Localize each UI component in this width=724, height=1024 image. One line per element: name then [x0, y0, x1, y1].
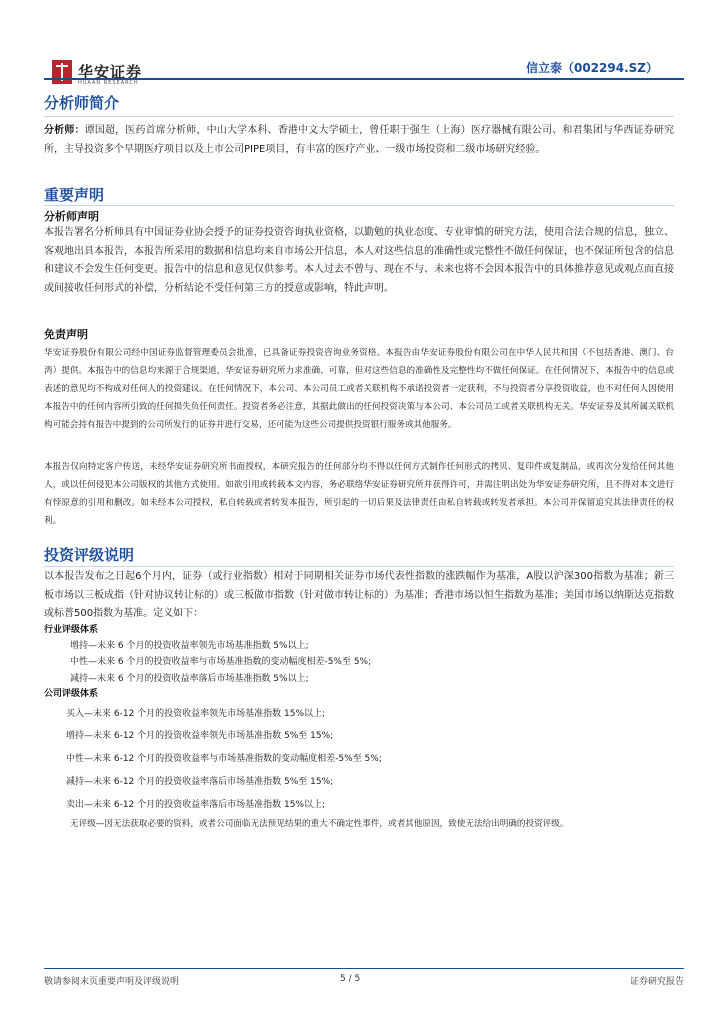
company-rating-item: 增持—未来 6-12 个月的投资收益率领先市场基准指数 5%至 15%; — [66, 731, 334, 741]
analyst-bio: 谭国超，医药首席分析师，中山大学本科、香港中文大学硕士，曾任职于强生（上海）医疗器械有限公司、和君集团与华西证券研究所，主导投资多个早期医疗项目以及上市公司PIPE项目，有丰富的医疗产业、一级市场投资和二级市场研究经验。 — [44, 125, 674, 155]
industry-rating-item: 增持—未来 6 个月的投资收益率领先市场基准指数 5%以上; — [70, 641, 309, 651]
company-rating-item: 卖出—未来 6-12 个月的投资收益率落后市场基准指数 15%以上; — [66, 800, 326, 810]
company-rating-heading: 公司评级体系 — [44, 689, 99, 699]
company-logo — [52, 60, 172, 88]
disclaimer-paragraph-2: 本报告仅向特定客户传送，未经华安证券研究所书面授权，本研究报告的任何部分均不得以任何方式制作任何形式的拷贝、复印件或复制品，或再次分发给任何其他人，或以任何侵犯本公司版权的其他方式使用。如欲引用或转载本文内容，务必联络华安证券研究所并获得许可，并需注明出处为华安证券研究所，且不得对本文进行有悖原意的引用和删改。如未经本公司授权，私自转载或者转发本报告，所引起的一切后果及法律责任由私自转载或转发者承担。本公司并保留追究其法律责任的权利。 — [44, 462, 674, 526]
analyst-intro-heading: 分析师简介 — [44, 94, 120, 112]
logo-mark-icon — [52, 60, 72, 84]
header-divider — [44, 78, 684, 80]
industry-rating-heading: 行业评级体系 — [44, 625, 99, 635]
industry-rating-item: 减持—未来 6 个月的投资收益率落后市场基准指数 5%以上; — [70, 674, 309, 684]
statement-heading: 重要声明 — [44, 186, 105, 204]
disclaimer-paragraph-1: 华安证券股份有限公司经中国证券监督管理委员会批准，已具备证券投资咨询业务资格。本报告由华安证券股份有限公司在中华人民共和国（不包括香港、澳门、台湾）提供。本报告中的信息均来源于合规渠道，华安证券研究所力求准确、可靠，但对这些信息的准确性及完整性均不做任何保证。在任何情况下，本报告中的信息或表述的意见均不构成对任何人的投资建议。在任何情况下，本公司、本公司员工或者关联机构不承诺投资者一定获利，不与投资者分享投资收益，也不对任何人因使用本报告中的任何内容所引致的任何损失负任何责任。投资者务必注意，其据此做出的任何投资决策与本公司、本公司员工或者关联机构无关。华安证券及其所属关联机构可能会持有报告中提到的公司所发行的证券并进行交易，还可能为这些公司提供投资银行服务或其他服务。 — [44, 348, 674, 430]
footer-report-type: 证券研究报告 — [629, 977, 684, 987]
section-divider — [44, 566, 674, 567]
industry-rating-item: 中性—未来 6 个月的投资收益率与市场基准指数的变动幅度相差-5%至 5%; — [70, 657, 372, 667]
rating-intro: 以本报告发布之日起6个月内，证券（或行业指数）相对于同期相关证券市场代表性指数的涨跌幅作为基准，A股以沪深300指数为基准；新三板市场以三板成指（针对协议转让标的）或三板做市指数（针对做市转让标的）为基准；香港市场以恒生指数为基准；美国市场以纳斯达克指数或标普500指数为基准。定义如下： — [44, 571, 674, 619]
footer-notice: 敬请参阅末页重要声明及评级说明 — [44, 977, 180, 987]
logo-subtext: HUAAN RESEARCH — [78, 80, 139, 86]
logo-text: 华安证券 — [78, 63, 143, 81]
no-rating-note: 无评级—因无法获取必要的资料，或者公司面临无法预见结果的重大不确定性事件，或者其他原因，致使无法给出明确的投资评级。 — [70, 819, 569, 829]
analyst-declaration-text: 本报告署名分析师具有中国证券业协会授予的证券投资咨询执业资格，以勤勉的执业态度、专业审慎的研究方法，使用合法合规的信息，独立、客观地出具本报告，本报告所采用的数据和信息均来自市场公开信息，本人对这些信息的准确性或完整性不做任何保证，也不保证所包含的信息和建议不会发生任何变更。报告中的信息和意见仅供参考。本人过去不曾与、现在不与、未来也将不会因本报告中的具体推荐意见或观点而直接或间接收任何形式的补偿，分析结论不受任何第三方的授意或影响，特此声明。 — [44, 227, 674, 294]
analyst-intro-text — [44, 122, 674, 159]
section-divider — [44, 205, 674, 206]
company-rating-item: 减持—未来 6-12 个月的投资收益率落后市场基准指数 5%至 15%; — [66, 777, 334, 787]
analyst-label: 分析师： — [44, 125, 85, 136]
company-rating-item: 中性—未来 6-12 个月的投资收益率与市场基准指数的变动幅度相差-5%至 5%; — [66, 754, 382, 764]
analyst-declaration-heading: 分析师声明 — [44, 210, 99, 223]
company-rating-item: 买入—未来 6-12 个月的投资收益率领先市场基准指数 15%以上; — [66, 709, 326, 719]
page-number: 5 / 5 — [340, 974, 361, 984]
rating-heading: 投资评级说明 — [44, 546, 135, 564]
section-divider — [44, 116, 674, 117]
disclaimer-heading: 免责声明 — [44, 328, 88, 341]
stock-ticker: 信立泰（002294.SZ） — [525, 61, 658, 75]
footer-divider — [44, 968, 684, 969]
